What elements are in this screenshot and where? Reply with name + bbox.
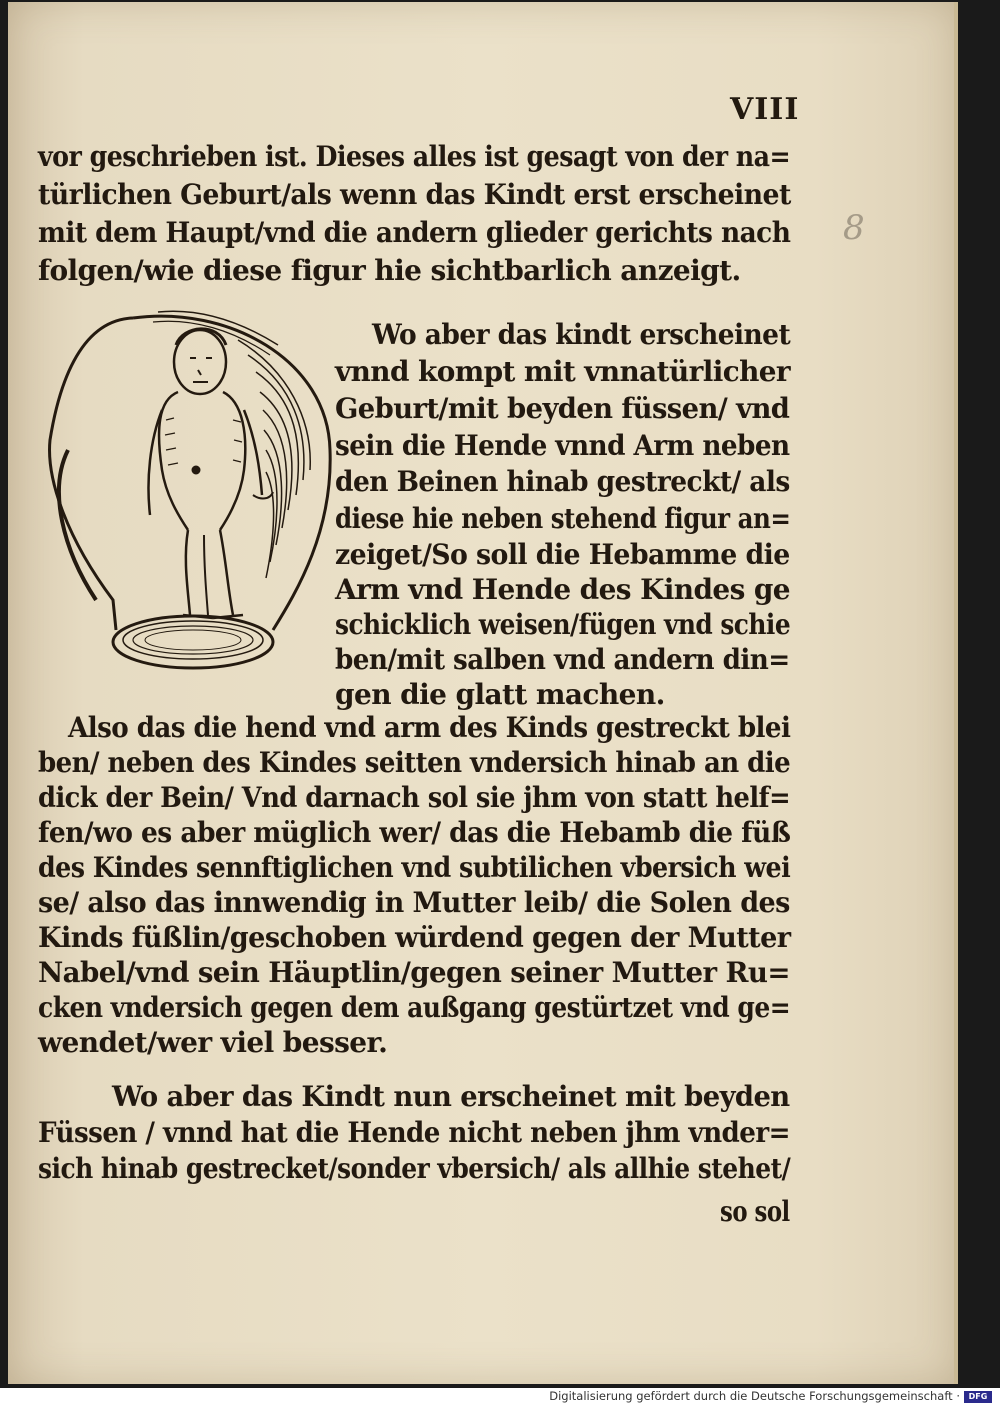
text-line: ben/mit salben vnd andern din= [335, 643, 790, 676]
text-line: dick der Bein/ Vnd darnach sol sie jhm von statt helf= [38, 781, 791, 814]
text-line: Wo aber das Kindt nun erscheinet mit beyden [112, 1080, 790, 1113]
footer-bar [0, 1388, 1000, 1406]
text-line: türlichen Geburt/als wenn das Kindt erst erscheinet [38, 178, 791, 211]
text-line: Arm vnd Hende des Kindes ge [335, 573, 790, 606]
text-line: Füssen / vnnd hat die Hende nicht neben jhm vnder= [38, 1116, 790, 1149]
text-line: se/ also das innwendig in Mutter leib/ die Solen des [38, 886, 790, 919]
text-line: mit dem Haupt/vnd die andern glieder gerichts nach [38, 216, 791, 249]
text-line: vor geschrieben ist. Dieses alles ist gesagt von der na= [38, 140, 791, 173]
text-line: schicklich weisen/fügen vnd schie [335, 608, 791, 641]
text-line: zeiget/So soll die Hebamme die [335, 538, 790, 571]
text-line: den Beinen hinab gestreckt/ als [335, 465, 790, 498]
text-line: gen die glatt machen. [335, 678, 665, 711]
text-line: Kinds füßlin/geschoben würdend gegen der Mutter [38, 921, 791, 954]
text-line: sich hinab gestrecket/sonder vbersich/ als allhie stehet/ [38, 1152, 791, 1185]
text-line: Geburt/mit beyden füssen/ vnd [335, 392, 790, 425]
text-line: wendet/wer viel besser. [38, 1026, 388, 1059]
text-line: vnnd kompt mit vnnatürlicher [335, 355, 791, 388]
text-line: Also das die hend vnd arm des Kinds gestreckt blei [68, 711, 791, 744]
dfg-logo: DFG [964, 1391, 992, 1403]
text-line: diese hie neben stehend figur an= [335, 502, 791, 535]
text-line: so sol [720, 1195, 790, 1228]
text-line: Nabel/vnd sein Häuptlin/gegen seiner Mutter Ru= [38, 956, 790, 989]
woodcut-illustration [38, 300, 338, 680]
folio-number: VIII [730, 92, 800, 127]
page-edge [954, 2, 958, 1384]
text-line: des Kindes sennftiglichen vnd subtilichen vbersich wei [38, 851, 791, 884]
birth-sac-woodcut [50, 311, 331, 668]
text-line: Wo aber das kindt erscheinet [372, 318, 791, 351]
text-line: folgen/wie diese figur hie sichtbarlich anzeigt. [38, 254, 741, 287]
text-line: sein die Hende vnnd Arm neben [335, 429, 790, 462]
text-line: fen/wo es aber müglich wer/ das die Hebamb die füß [38, 816, 791, 849]
margin-pencil-note: 8 [843, 208, 865, 248]
text-line: cken vndersich gegen dem außgang gestürtzet vnd ge= [38, 991, 791, 1024]
footer-credit: Digitalisierung gefördert durch die Deutsche Forschungsgemeinschaft · [549, 1389, 960, 1403]
text-line: ben/ neben des Kindes seitten vndersich hinab an die [38, 746, 791, 779]
